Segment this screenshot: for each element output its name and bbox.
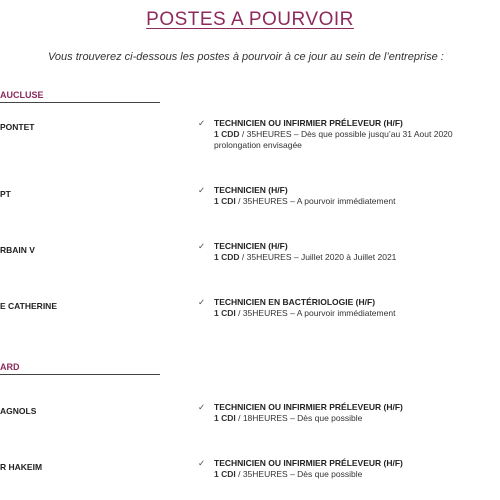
site-name: R HAKEIM (0, 462, 43, 472)
job-entry (198, 185, 500, 207)
intro-text: Vous trouverez ci-dessous les postes à pourvoir à ce jour au sein de l’entreprise : (48, 51, 444, 63)
job-detail-extra: prolongation envisagée (214, 140, 302, 150)
job-detail: 1 CDI / 35HEURES – Dès que possible (214, 469, 363, 479)
job-title: ✓ TECHNICIEN (H/F) (198, 241, 288, 251)
contract-type: 1 CDI (214, 196, 236, 206)
contract-type: 1 CDI (214, 308, 236, 318)
site-name: AGNOLS (0, 406, 37, 416)
site-name: PONTET (0, 122, 35, 132)
job-detail: 1 CDI / 35HEURES – A pourvoir immédiatement (214, 196, 396, 206)
contract-type: 1 CDI (214, 469, 236, 479)
job-title: ✓ TECHNICIEN OU INFIRMIER PRÉLEVEUR (H/F) (198, 458, 403, 468)
checkmark-icon: ✓ (198, 241, 206, 251)
page-title: POSTES A POURVOIR (146, 9, 354, 30)
job-detail: 1 CDD / 35HEURES – Dès que possible jusqu’au 31 Aout 2020 (214, 129, 453, 139)
site-name: PT (0, 189, 11, 199)
job-entry (198, 241, 500, 263)
job-entry (198, 297, 500, 319)
region-heading: AUCLUSE (0, 90, 160, 103)
job-title: ✓ TECHNICIEN OU INFIRMIER PRÉLEVEUR (H/F) (198, 118, 403, 128)
job-detail: 1 CDI / 35HEURES – A pourvoir immédiatement (214, 308, 396, 318)
job-entry (198, 458, 500, 480)
checkmark-icon: ✓ (198, 185, 206, 195)
contract-type: 1 CDD (214, 252, 240, 262)
site-name: RBAIN V (0, 245, 35, 255)
checkmark-icon: ✓ (198, 118, 206, 128)
region-heading: ARD (0, 362, 160, 375)
job-entry (198, 118, 500, 151)
checkmark-icon: ✓ (198, 297, 206, 307)
checkmark-icon: ✓ (198, 402, 206, 412)
job-title: ✓ TECHNICIEN EN BACTÉRIOLOGIE (H/F) (198, 297, 376, 307)
site-name: E CATHERINE (0, 301, 57, 311)
job-title: ✓ TECHNICIEN OU INFIRMIER PRÉLEVEUR (H/F) (198, 402, 403, 412)
job-entry (198, 402, 500, 424)
contract-type: 1 CDD (214, 129, 240, 139)
job-title: ✓ TECHNICIEN (H/F) (198, 185, 288, 195)
job-detail: 1 CDI / 18HEURES – Dès que possible (214, 413, 363, 423)
job-detail: 1 CDD / 35HEURES – Juillet 2020 à Juillet 2021 (214, 252, 397, 262)
contract-type: 1 CDI (214, 413, 236, 423)
checkmark-icon: ✓ (198, 458, 206, 468)
